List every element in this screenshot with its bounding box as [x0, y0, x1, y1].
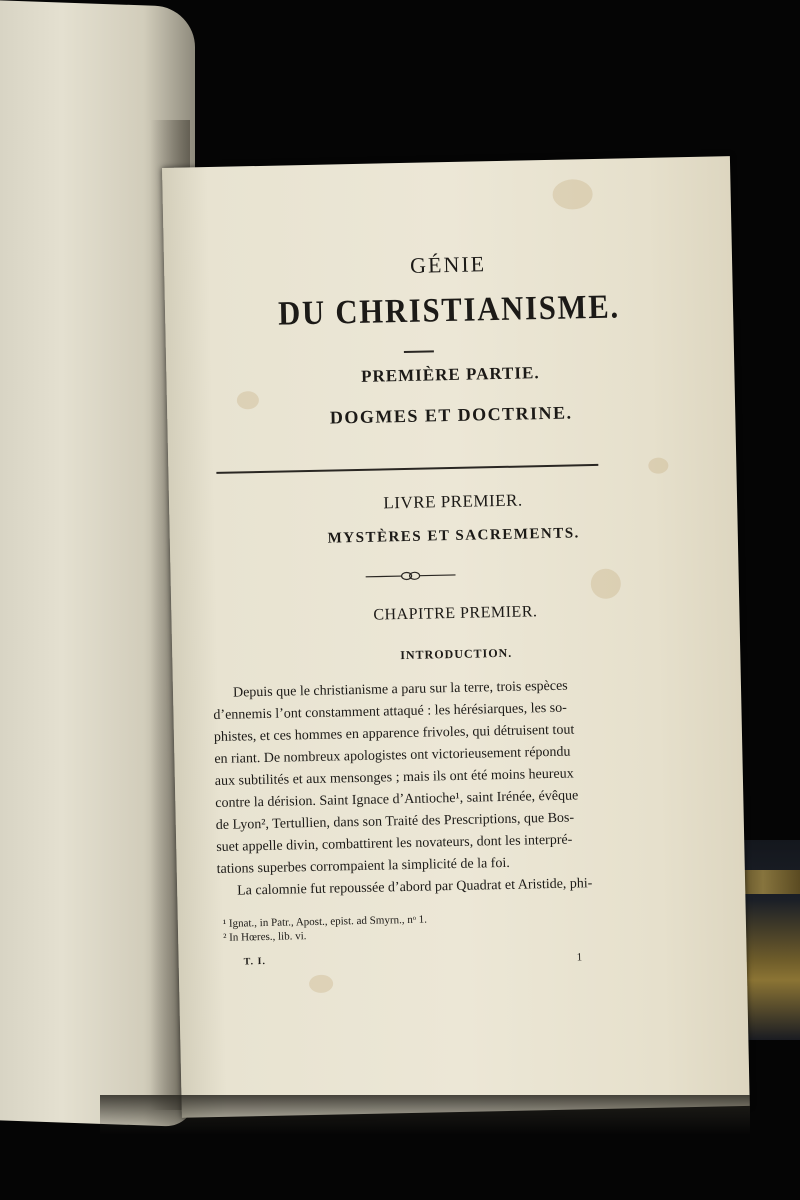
body-line: suet appelle divin, combattirent les novateurs, dont les interpré-	[216, 832, 573, 856]
chapter-heading: CHAPITRE PREMIER.	[373, 603, 538, 624]
body-paragraph	[213, 674, 632, 903]
body-line: phistes, et ces hommes en apparence frivoles, qui détruisent tout	[213, 722, 575, 746]
page-shadow	[100, 1095, 750, 1135]
book-title-line-2: DU CHRISTIANISME.	[277, 288, 621, 333]
book-title-line-1: GÉNIE	[409, 251, 487, 278]
part-subtitle: DOGMES ET DOCTRINE.	[329, 402, 573, 428]
body-line: de Lyon², Tertullien, dans son Traité des Prescriptions, que Bos-	[215, 810, 575, 834]
footnote: ² In Hœres., lib. vi.	[223, 930, 307, 944]
body-line: Depuis que le christianisme a paru sur la terre, trois espèces	[232, 678, 568, 701]
part-heading: PREMIÈRE PARTIE.	[360, 363, 540, 386]
book-subtitle: MYSTÈRES ET SACREMENTS.	[327, 525, 581, 547]
footnote: ¹ Ignat., in Patr., Apost., epist. ad Smyrn., nᵒ 1.	[222, 913, 428, 930]
signature-mark: T. I.	[243, 955, 267, 968]
page-number: 1	[576, 951, 583, 964]
title-rule	[404, 350, 434, 353]
body-line: contre la dérision. Saint Ignace d’Antioche¹, saint Irénée, évêque	[215, 788, 579, 812]
body-line: en riant. De nombreux apologistes ont victorieusement répondu	[214, 744, 571, 768]
body-line: aux subtilités et aux mensonges ; mais ils ont été moins heureux	[214, 766, 574, 790]
footnotes	[223, 911, 524, 945]
body-line: La calomnie fut repoussée d’abord par Quadrat et Aristide, phi-	[237, 876, 593, 899]
right-page	[162, 156, 750, 1118]
introduction-heading: INTRODUCTION.	[400, 645, 513, 663]
page-text	[162, 156, 750, 1118]
body-line: tations superbes corrompaient la simplicité de la foi.	[216, 855, 510, 878]
ornament-divider	[365, 569, 455, 583]
body-line: d’ennemis l’ont constamment attaqué : les hérésiarques, les so-	[213, 700, 567, 724]
section-rule	[216, 464, 598, 474]
book-heading: LIVRE PREMIER.	[383, 490, 523, 513]
